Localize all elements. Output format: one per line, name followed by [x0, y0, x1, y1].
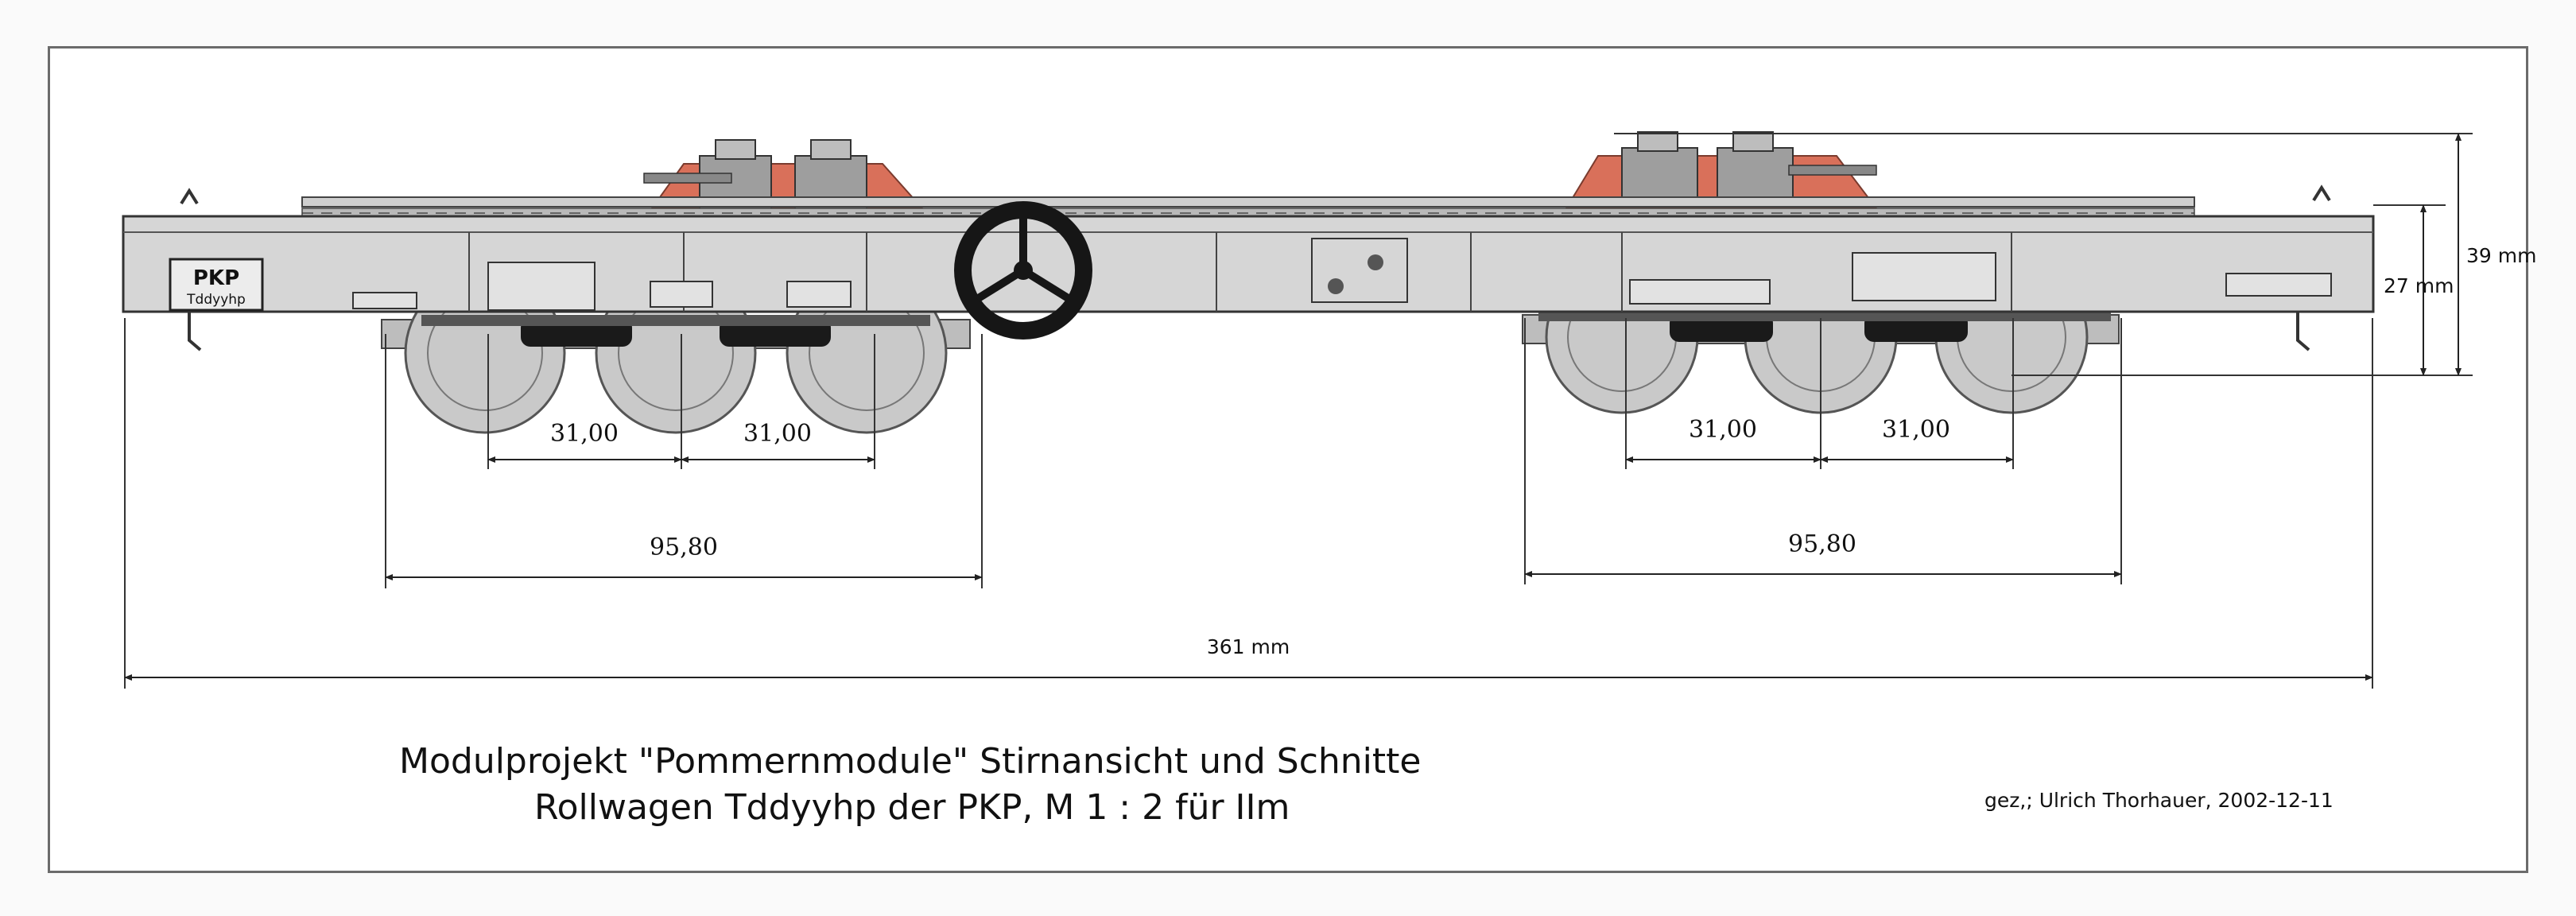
- label-left-axle-2: 31,00: [743, 420, 812, 448]
- plate-line2: Tddyyhp: [187, 292, 246, 308]
- pkp-plate: [170, 259, 262, 310]
- label-right-bogie: 95,80: [1788, 530, 1856, 558]
- label-height-total: 39 mm: [2466, 244, 2537, 267]
- label-total-length: 361 mm: [1206, 635, 1290, 658]
- label-right-axle-2: 31,00: [1882, 416, 1950, 444]
- drawing-subtitle: Rollwagen Tddyyhp der PKP, M 1 : 2 für IIm: [534, 787, 1290, 828]
- label-left-bogie: 95,80: [650, 534, 718, 561]
- label-right-axle-1: 31,00: [1689, 416, 1757, 444]
- drawing-title: Modulprojekt "Pommernmodule" Stirnansicht und Schnitte: [399, 741, 1422, 782]
- plate-line1: PKP: [192, 266, 240, 290]
- label-left-axle-1: 31,00: [550, 420, 619, 448]
- signature: gez,; Ulrich Thorhauer, 2002-12-11: [1984, 789, 2334, 812]
- label-height-frame: 27 mm: [2384, 274, 2454, 297]
